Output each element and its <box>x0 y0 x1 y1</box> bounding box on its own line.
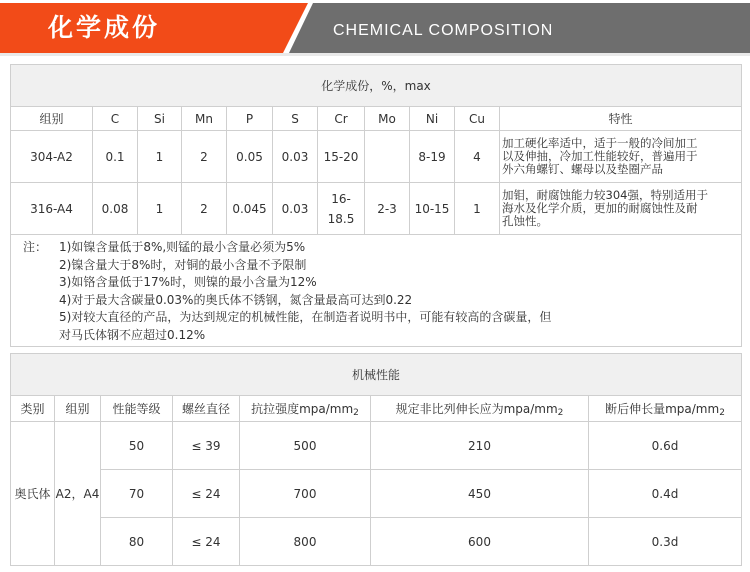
header-si: Si <box>138 107 182 131</box>
note-item: 4)对于最大含碳量0.03%的奥氏体不锈钢，氮含量最高可达到0.22 <box>59 292 413 307</box>
table-row <box>11 470 742 518</box>
chemical-header-row <box>11 107 742 131</box>
header-category: 类别 <box>11 396 55 422</box>
chemical-composition-table <box>10 64 742 347</box>
header-cu: Cu <box>455 107 500 131</box>
cell-diameter: ≤ 24 <box>173 470 240 518</box>
mechanical-caption: 机械性能 <box>11 354 742 396</box>
note-item: 2)镍含量大于8%时，对铜的最小含量不予限制 <box>59 257 307 272</box>
banner-title-english: CHEMICAL COMPOSITION <box>333 22 554 39</box>
cell-cu: 1 <box>455 183 500 235</box>
cell-si: 1 <box>138 183 182 235</box>
header-properties: 特性 <box>500 107 742 131</box>
banner-underline <box>0 53 750 56</box>
cell-mn: 2 <box>182 183 227 235</box>
header-yield: 规定非比列伸长应为mpa/$mm_2$ <box>371 396 589 422</box>
section-banner <box>0 0 750 56</box>
cell-p: 0.05 <box>227 131 273 183</box>
cell-cr: 15-20 <box>318 131 365 183</box>
header-s: S <box>273 107 318 131</box>
cell-mo: 2-3 <box>365 183 410 235</box>
cell-yield: 600 <box>371 518 589 566</box>
cell-elongation: 0.4d <box>589 470 742 518</box>
properties-line: 加钼，耐腐蚀能力较304强，特别适用于 <box>502 188 708 202</box>
header-group: 组别 <box>55 396 101 422</box>
header-tensile: 抗拉强度mpa/$mm_2$ <box>240 396 371 422</box>
cell-tensile: 800 <box>240 518 371 566</box>
cr-line: 16- <box>331 191 351 206</box>
cell-category: 奥氏体 <box>11 422 55 566</box>
header-mn: Mn <box>182 107 227 131</box>
cell-yield: 450 <box>371 470 589 518</box>
mechanical-properties-table <box>10 353 742 566</box>
cell-diameter: ≤ 24 <box>173 518 240 566</box>
table-row <box>11 131 742 183</box>
cell-properties <box>500 131 742 183</box>
cr-line: 18.5 <box>327 211 355 226</box>
note-item: 对马氏体钢不应超过0.12% <box>59 327 206 342</box>
table-row <box>11 183 742 235</box>
note-item: 5)对较大直径的产品，为达到规定的机械性能，在制造者说明书中，可能有较高的含碳量，但 <box>59 310 552 324</box>
cell-grade: 70 <box>101 470 173 518</box>
notes-label: 注： <box>23 240 48 254</box>
note-item: 注： 1)如镍含量低于8%,则锰的最小含量必须为5% <box>23 239 735 257</box>
cell-mn: 2 <box>182 131 227 183</box>
cell-grade: 50 <box>101 422 173 470</box>
notes-cell <box>11 235 742 347</box>
properties-line: 外六角螺钉、螺母以及垫圈产品 <box>502 162 663 176</box>
cell-cu: 4 <box>455 131 500 183</box>
cell-properties <box>500 183 742 235</box>
cell-si: 1 <box>138 131 182 183</box>
cell-elongation: 0.6d <box>589 422 742 470</box>
cell-group: A2，A4 <box>55 422 101 566</box>
cell-group: 316-A4 <box>11 183 93 235</box>
header-group: 组别 <box>11 107 93 131</box>
cell-s: 0.03 <box>273 183 318 235</box>
cell-yield: 210 <box>371 422 589 470</box>
header-mo: Mo <box>365 107 410 131</box>
cell-ni: 8-19 <box>410 131 455 183</box>
properties-line: 加工硬化率适中，适于一般的冷间加工 <box>502 136 698 150</box>
header-p: P <box>227 107 273 131</box>
cell-tensile: 500 <box>240 422 371 470</box>
cell-diameter: ≤ 39 <box>173 422 240 470</box>
chemical-caption: 化学成份，%，max <box>11 65 742 107</box>
note-item: 3)如铬含量低于17%时，则镍的最小含量为12% <box>59 275 317 289</box>
cell-tensile: 700 <box>240 470 371 518</box>
table-row <box>11 518 742 566</box>
cell-c: 0.1 <box>93 131 138 183</box>
properties-line: 孔蚀性。 <box>502 214 548 228</box>
notes-row <box>11 235 742 347</box>
banner-title-chinese: 化学成份 <box>48 13 161 42</box>
header-ni: Ni <box>410 107 455 131</box>
header-grade: 性能等级 <box>101 396 173 422</box>
cell-cr <box>318 183 365 235</box>
cell-c: 0.08 <box>93 183 138 235</box>
header-cr: Cr <box>318 107 365 131</box>
cell-group: 304-A2 <box>11 131 93 183</box>
table-row <box>11 422 742 470</box>
properties-line: 海水及化学介质，更加的耐腐蚀性及耐 <box>502 201 698 215</box>
cell-elongation: 0.3d <box>589 518 742 566</box>
cell-p: 0.045 <box>227 183 273 235</box>
properties-line: 以及伸抽，冷加工性能较好，普遍用于 <box>502 149 698 163</box>
cell-mo <box>365 131 410 183</box>
header-elongation: 断后伸长量mpa/$mm_2$ <box>589 396 742 422</box>
header-c: C <box>93 107 138 131</box>
mechanical-header-row <box>11 396 742 422</box>
cell-ni: 10-15 <box>410 183 455 235</box>
header-diameter: 螺丝直径 <box>173 396 240 422</box>
cell-grade: 80 <box>101 518 173 566</box>
cell-s: 0.03 <box>273 131 318 183</box>
